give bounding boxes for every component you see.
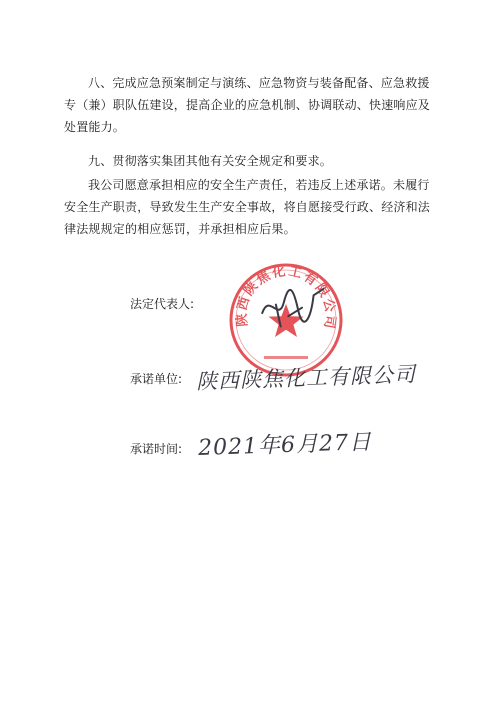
commitment-time-label: 承诺时间: — [130, 442, 183, 456]
clause-nine: 九、贯彻落实集团其他有关安全规定和要求。 — [88, 154, 333, 168]
legal-representative-label: 法定代表人: — [130, 297, 195, 311]
commitment-statement: 我公司愿意承担相应的安全生产责任，若违反上述承诺。未履行安全生产职责，导致发生生产安全事故，将自愿接受行政、经济和法律法规规定的相应惩罚，并承担相应后果。 — [64, 178, 431, 236]
handwritten-unit-name: 陕西陕焦化工有限公司 — [195, 362, 417, 394]
seal-text: 陕西陕焦化工有限公司 — [234, 263, 338, 332]
commitment-unit-label: 承诺单位: — [130, 372, 183, 386]
handwritten-date: 2021年6月27日 — [197, 429, 373, 462]
clause-eight: 八、完成应急预案制定与演练、应急物资与装备配备、应急救援专（兼）职队伍建设，提高企业的应急机制、协调联动、快速响应及处置能力。 — [64, 76, 431, 134]
legal-representative-signature — [257, 281, 329, 333]
